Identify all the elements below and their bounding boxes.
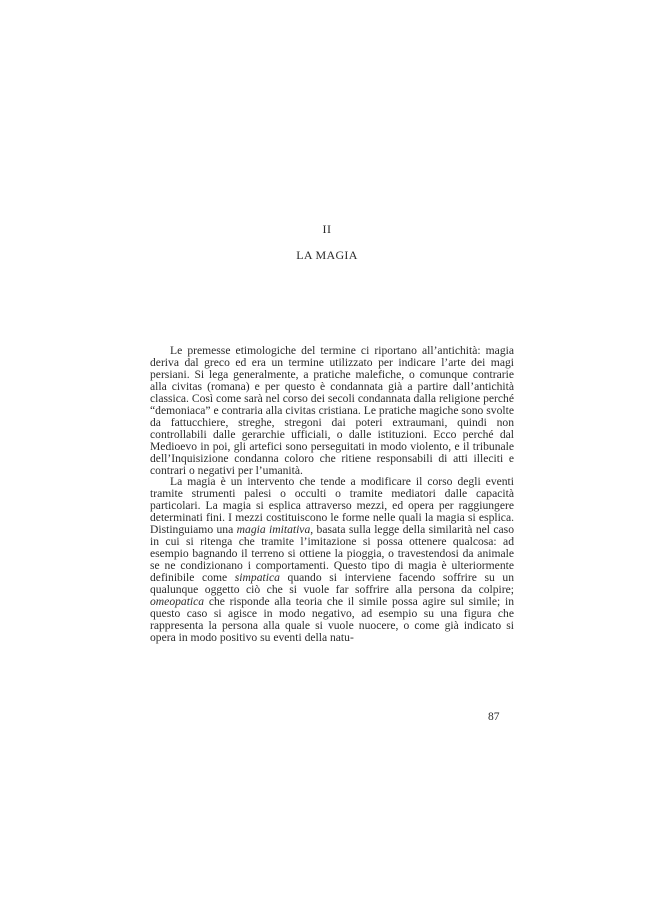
- page-number: 87: [488, 711, 500, 723]
- paragraph-2: [150, 476, 514, 643]
- text-segment: quando si interviene facendo soffrire su un qualunque oggetto ciò che si vuole far soffrire alla persona da colpire;: [150, 571, 514, 597]
- chapter-title: LA MAGIA: [296, 248, 358, 262]
- text-segment: , basata sulla legge della similarità nel caso in cui si ritenga che tramite l’imitazione si possa ottenere qualcosa: ad esempio bagnando il terreno si ottiene la pioggia, o travestendosi da animale se ne condizionano i comportamenti. Questo tipo di magia è ulteriormente definibile come: [150, 523, 514, 585]
- body-text: [150, 345, 514, 644]
- chapter-number: II: [322, 222, 332, 236]
- text-segment: che risponde alla teoria che il simile possa agire sul simile; in questo caso si agisce in modo negativo, ad esempio su una figura che rappresenta la persona alla quale si vuole nuocere, o come già indicato si opera in modo positivo su eventi della natu-: [150, 595, 514, 644]
- text-segment: La magia è un intervento che tende a modificare il corso degli eventi tramite strumenti palesi o occulti o tramite mediatori dalle capacità particolari. La magia si esplica attraverso mezzi, ed opera per raggiungere determinati fini. I mezzi costituiscono le forme nelle quali la magia si esplica. Distinguiamo una: [150, 475, 514, 537]
- italic-term-simpatica: simpatica: [234, 571, 280, 585]
- italic-term-omeopatica: omeopatica: [150, 595, 205, 609]
- paragraph-1: [150, 345, 514, 476]
- italic-term-magia-imitativa: magia imitativa: [236, 523, 311, 537]
- text-segment: Le premesse etimologiche del termine ci riportano all’antichità: magia deriva dal greco ed era un termine utilizzato per indicare l’arte dei magi persiani. Si lega generalmente, a pratiche malefiche, o comunque contrarie alla civitas (romana) e per questo è condannata già a partire dall’antichità classica. Così come sarà nel corso dei secoli condannata dalla religione perché “demoniaca” e contraria alla civitas cristiana. Le pratiche magiche sono svolte da fattucchiere, streghe, stregoni dai poteri extraumani, quindi non controllabili dalle gerarchie ufficiali, o dalle istituzioni. Ecco perché dal Medioevo in poi, gli artefici sono perseguitati in modo violento, e il tribunale dell’Inquisizione condanna coloro che ritiene responsabili di atti illeciti e contrari o negativi per l’umanità.: [150, 344, 514, 477]
